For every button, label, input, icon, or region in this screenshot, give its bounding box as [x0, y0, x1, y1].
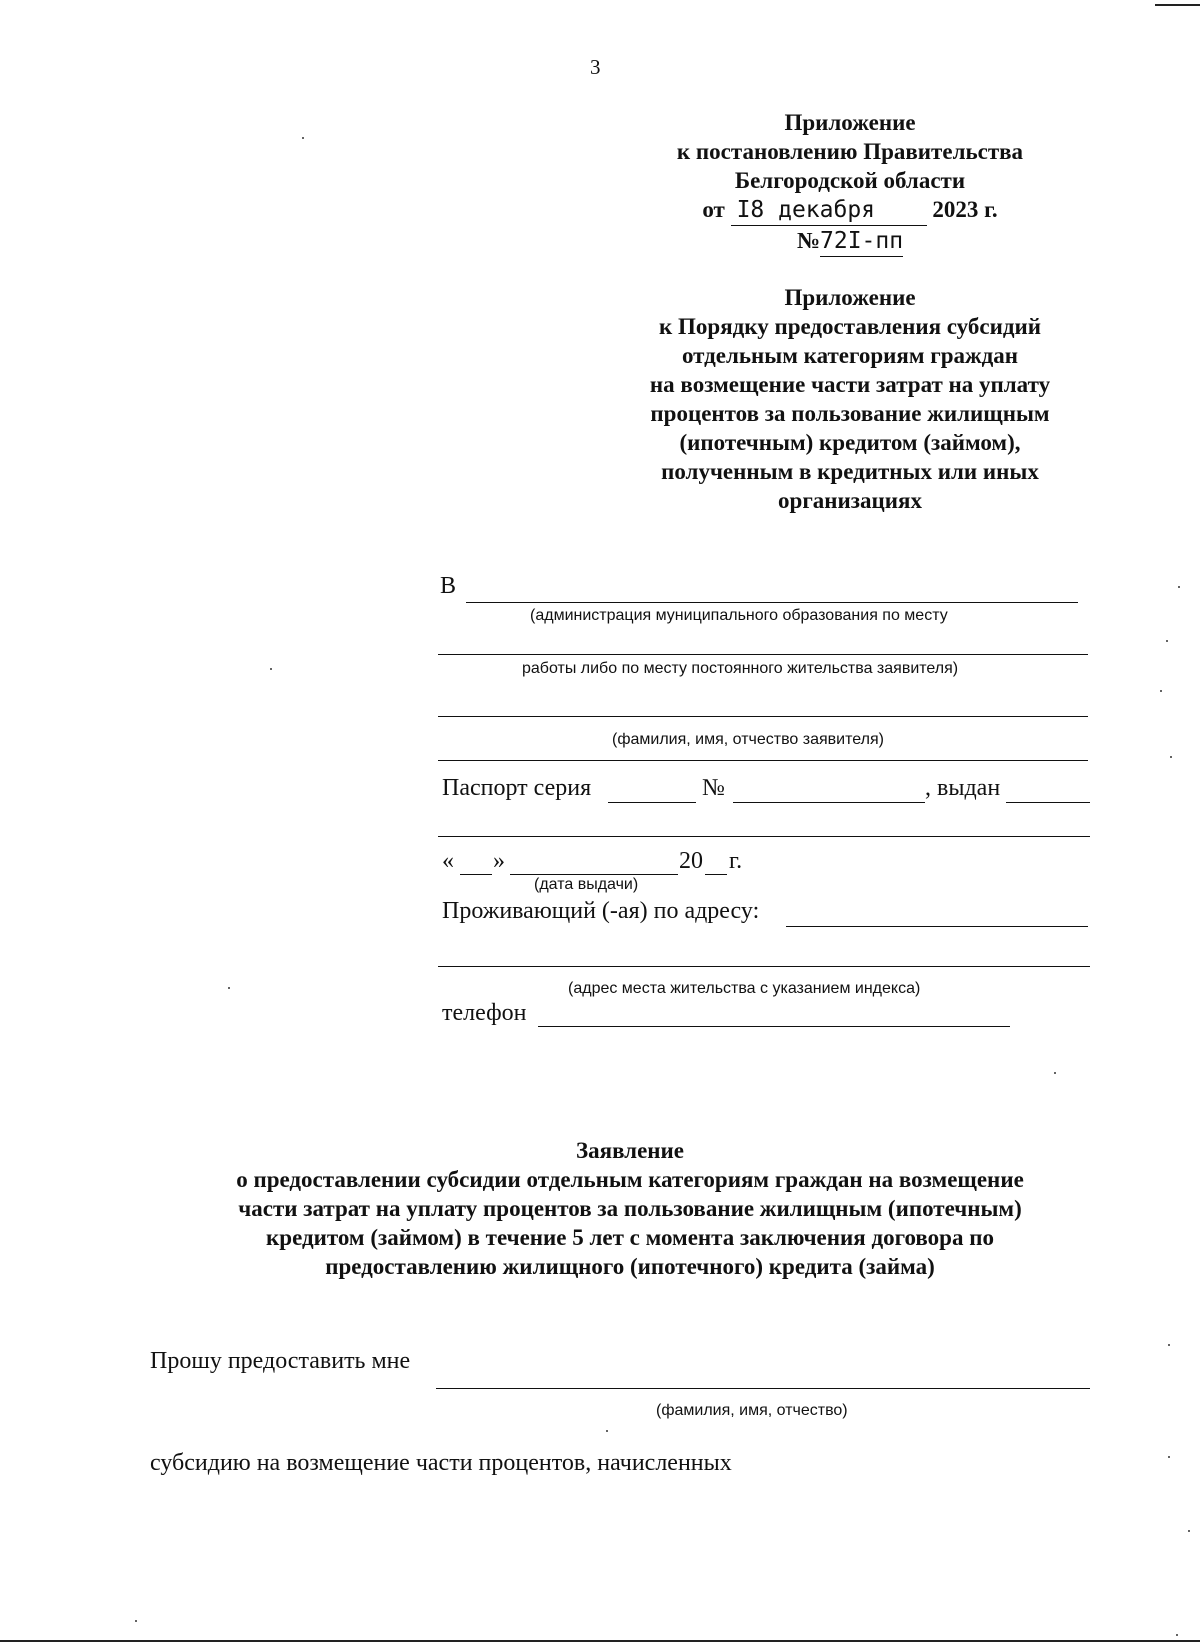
request-continuation: субсидию на возмещение части процентов, начисленных	[150, 1450, 732, 1476]
decree-number: 72I-пп	[820, 227, 903, 257]
passport-number-field[interactable]	[733, 802, 925, 803]
scan-speck	[302, 137, 304, 139]
admin-field-line-2[interactable]	[438, 654, 1088, 655]
page-number: 3	[590, 55, 601, 79]
date-open-quote: «	[442, 848, 454, 874]
work-caption: работы либо по месту постоянного жительства заявителя)	[522, 660, 959, 677]
passport-series-field[interactable]	[608, 802, 696, 803]
scan-speck	[1178, 586, 1180, 588]
issue-year-field[interactable]	[705, 874, 727, 875]
scan-speck	[606, 1430, 608, 1432]
header1-line-3: Белгородской области	[734, 168, 966, 193]
header2-line-8: организациях	[778, 488, 922, 513]
date-prefix: от	[702, 197, 725, 222]
appendix-header-procedure	[600, 283, 1100, 515]
scan-speck	[1166, 640, 1168, 642]
year-suffix: г.	[729, 848, 743, 874]
request-label: Прошу предоставить мне	[150, 1348, 411, 1374]
year-prefix: 20	[679, 848, 703, 874]
scan-edge-line	[1155, 4, 1200, 6]
header2-line-6: (ипотечным) кредитом (займом),	[679, 430, 1021, 455]
header2-line-7: полученным в кредитных или иных	[661, 459, 1039, 484]
phone-field[interactable]	[538, 1026, 1010, 1027]
issue-date-caption: (дата выдачи)	[534, 876, 639, 893]
statement-line-1: о предоставлении субсидии отдельным категориям граждан на возмещение	[236, 1167, 1024, 1192]
date-suffix: 2023 г.	[932, 197, 998, 222]
scan-speck	[270, 668, 272, 670]
applicant-field-line[interactable]	[438, 716, 1088, 717]
fio-separator-line	[438, 760, 1088, 761]
scan-speck	[1160, 690, 1162, 692]
scan-speck	[1168, 1344, 1170, 1346]
address-caption: (адрес места жительства с указанием индекса)	[568, 980, 921, 997]
request-fio-caption: (фамилия, имя, отчество)	[656, 1402, 848, 1419]
issued-label: , выдан	[925, 775, 1001, 801]
statement-line-2: части затрат на уплату процентов за пользование жилищным (ипотечным)	[238, 1196, 1022, 1221]
header2-line-1: Приложение	[784, 285, 916, 310]
scan-speck	[1176, 1634, 1178, 1636]
admin-field-line[interactable]	[466, 602, 1078, 603]
address-field[interactable]	[786, 926, 1088, 927]
request-fio-field[interactable]	[436, 1388, 1090, 1389]
decree-date: I8 декабря	[731, 196, 927, 226]
statement-line-3: кредитом (займом) в течение 5 лет с момента заключения договора по	[266, 1225, 994, 1250]
scan-speck	[135, 1620, 137, 1622]
issued-by-field[interactable]	[1006, 802, 1090, 803]
header1-line-1: Приложение	[784, 110, 916, 135]
issue-day-field[interactable]	[460, 874, 492, 875]
header1-number-line	[600, 226, 1100, 257]
scan-speck	[1168, 1456, 1170, 1458]
scan-speck	[228, 987, 230, 989]
header2-line-5: процентов за пользование жилищным	[650, 401, 1050, 426]
header1-date-line	[600, 195, 1100, 226]
scan-speck	[1188, 1530, 1190, 1532]
address-label: Проживающий (-ая) по адресу:	[442, 898, 760, 924]
statement-block	[130, 1136, 1130, 1281]
admin-caption: (администрация муниципального образования по месту	[530, 607, 948, 624]
scan-bottom-edge	[0, 1640, 1200, 1642]
number-prefix: №	[796, 228, 821, 253]
phone-label: телефон	[442, 1000, 527, 1026]
appendix-header-government	[600, 108, 1100, 257]
statement-title: Заявление	[575, 1138, 685, 1163]
passport-label: Паспорт серия	[442, 775, 592, 801]
passport-number-label: №	[702, 775, 725, 801]
address-field-2[interactable]	[438, 966, 1090, 967]
header2-line-4: на возмещение части затрат на уплату	[649, 372, 1051, 397]
issued-by-field-2[interactable]	[438, 836, 1090, 837]
scan-speck	[1170, 756, 1172, 758]
fio-caption: (фамилия, имя, отчество заявителя)	[612, 731, 884, 748]
header1-line-2: к постановлению Правительства	[676, 139, 1024, 164]
date-close-quote: »	[493, 848, 505, 874]
header2-line-3: отдельным категориям граждан	[681, 343, 1019, 368]
issue-month-field[interactable]	[510, 874, 678, 875]
to-label: В	[440, 573, 457, 599]
scan-speck	[1054, 1072, 1056, 1074]
header2-line-2: к Порядку предоставления субсидий	[659, 314, 1041, 339]
statement-line-4: предоставлению жилищного (ипотечного) кредита (займа)	[325, 1254, 935, 1279]
